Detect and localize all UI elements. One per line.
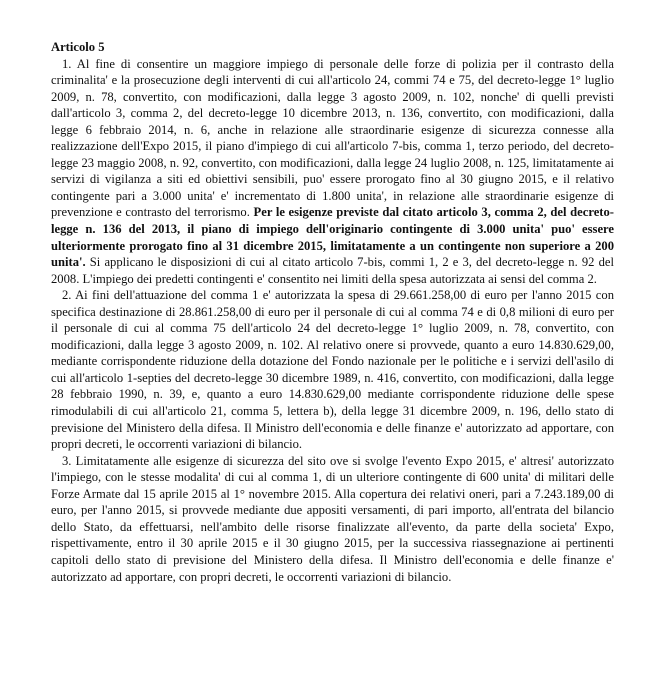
paragraph-1-text-end: Si applicano le disposizioni di cui al citato articolo 7-bis, commi 1, 2 e 3, del decreto-legge n. 92 del 2008. L'impiego dei predetti contingenti e' consentito nei limiti della spesa autorizzata ai sensi del comma 2. — [51, 255, 614, 286]
paragraph-3 — [51, 453, 614, 585]
paragraph-3-text: 3. Limitatamente alle esigenze di sicurezza del sito ove si svolge l'evento Expo 2015, e' altresi' autorizzato l'impiego, con le stesse modalita' di cui al comma 1, di un ulteriore contingente di 600 unita' di militari delle Forze Armate dal 15 aprile 2015 al 1° novembre 2015. Alla copertura dei relativi oneri, pari a 7.243.189,00 di euro, per l'anno 2015, si provvede mediante due appositi versamenti, di pari importo, all'entrata del bilancio dello Stato, da effettuarsi, nell'ambito delle risorse finalizzate all'evento, da parte della societa' Expo, rispettivamente, entro il 30 aprile 2015 e il 30 giugno 2015, per la successiva riassegnazione ai pertinenti capitoli dello stato di previsione del Ministero della difesa. Il Ministro dell'economia e delle finanze e' autorizzato ad apportare, con propri decreti, le occorrenti variazioni di bilancio. — [51, 453, 614, 584]
article-title: Articolo 5 — [51, 40, 105, 54]
paragraph-1-bold-text: Per le esigenze previste dal citato articolo 3, comma 2, del decreto-legge n. 136 del 2013, il piano di impiego dell'originario contingente di 3.000 unita' puo' essere ulteriormente prorogato fino al 31 dicembre 2015, limitatamente a un contingente non superiore a 200 unita'. — [51, 205, 614, 270]
article-text — [51, 39, 614, 585]
paragraph-1 — [51, 56, 614, 288]
paragraph-1-text: 1. Al fine di consentire un maggiore impiego di personale delle forze di polizia per il contrasto della criminalita' e la prosecuzione degli interventi di cui all'articolo 24, commi 74 e 75, del decreto-legge 1° luglio 2009, n. 78, convertito, con modificazioni, dalla legge 3 agosto 2009, n. 102, nonche' di quelli previsti dall'articolo 3, comma 2, del decreto-legge 10 dicembre 2013, n. 136, convertito, con modificazioni, dalla legge 6 febbraio 2014, n. 6, anche in relazione alle straordinarie esigenze di sicurezza connesse alla realizzazione dell'Expo 2015, il piano d'impiego di cui all'articolo 7-bis, comma 1, terzo periodo, del decreto-legge 23 maggio 2008, n. 92, convertito, con modificazioni, dalla legge 24 luglio 2008, n. 125, limitatamente ai servizi di vigilanza a siti ed obiettivi sensibili, puo' essere prorogato fino al 30 giugno 2015, e il relativo contingente pari a 3.000 unita' e' incrementato di 1.800 unita', in relazione alle straordinarie esigenze di prevenzione e contrasto del terrorismo. — [51, 56, 614, 220]
paragraph-2-text: 2. Ai fini dell'attuazione del comma 1 e' autorizzata la spesa di 29.661.258,00 di euro per l'anno 2015 con specifica destinazione di 28.861.258,00 di euro per il personale di cui al comma 74 e di 0,8 milioni di euro per il personale di cui al comma 75 dell'articolo 24 del decreto-legge 1° luglio 2009, n. 78, convertito, con modificazioni, dalla legge 3 agosto 2009, n. 102. Al relativo onere si provvede, quanto a euro 14.830.629,00, mediante corrispondente riduzione della dotazione del Fondo nazionale per le politiche e i servizi dell'asilo di cui all'articolo 1-septies del decreto-legge 30 dicembre 1989, n. 416, convertito, con modificazioni, dalla legge 28 febbraio 1990, n. 39, e, quanto a euro 14.830.629,00 mediante corrispondente riduzione delle spese rimodulabili di cui all'articolo 21, comma 5, lettera b), della legge 31 dicembre 2009, n. 196, dello stato di previsione del Ministero della difesa. Il Ministro dell'economia e delle finanze e' autorizzato ad apportare, con propri decreti, le occorrenti variazioni di bilancio. — [51, 288, 614, 452]
paragraph-2 — [51, 287, 614, 452]
